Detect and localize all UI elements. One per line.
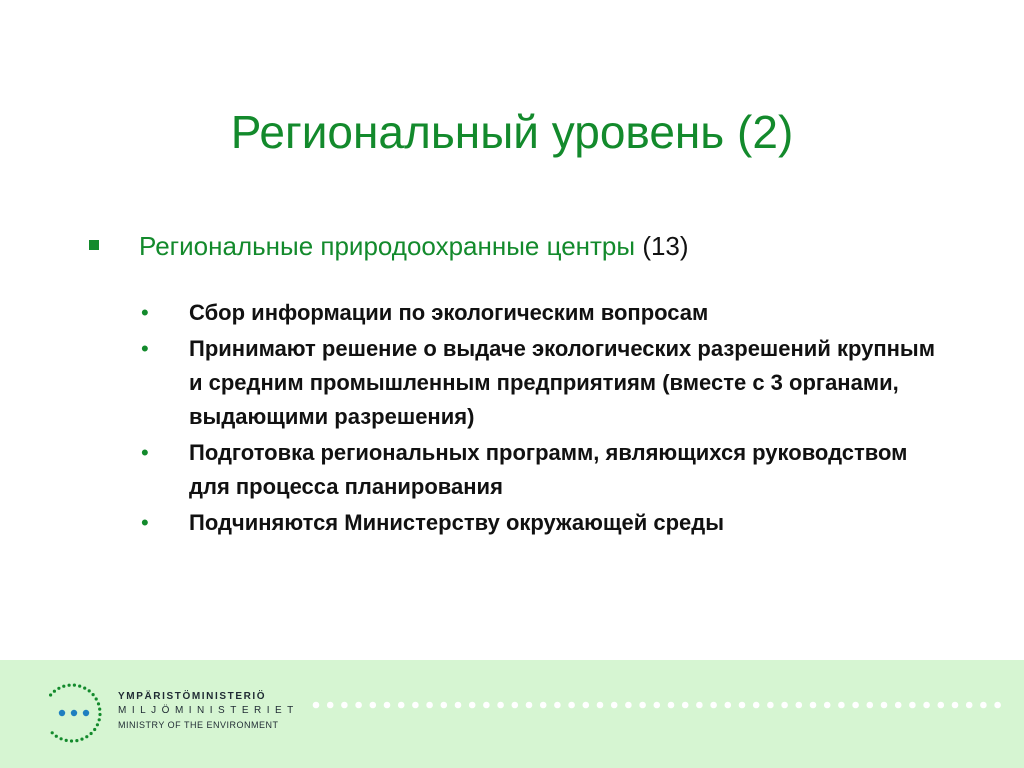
org-names [118,690,299,732]
bullet-text: Сбор информации по экологическим вопросам [189,300,709,325]
bullet-text: Подготовка региональных программ, являющихся руководством для процесса планирования [189,440,908,499]
level1-count: (13) [642,231,689,261]
bullet-dot-icon: • [141,440,149,465]
ministry-logo-icon [32,678,122,748]
bullet-dot-icon: • [141,336,149,361]
bullet-dot-icon: • [141,510,149,535]
decorative-dot-row [310,698,1010,712]
level1-label: Региональные природоохранные центры [139,231,643,261]
footer-band [0,660,1024,768]
bullet-list [141,296,941,542]
slide-title: Региональный уровень (2) [230,106,794,158]
bullet-item [141,296,941,330]
bullet-item [141,332,941,434]
bullet-text: Подчиняются Министерству окружающей среды [189,510,725,535]
bullet-dot-icon: • [141,300,149,325]
org-name-en: MINISTRY OF THE ENVIRONMENT [118,720,279,730]
bullet-text: Принимают решение о выдаче экологических разрешений крупным и средним промышленным предприятиям (вместе с 3 органами, выдающими разрешения) [189,336,935,429]
org-name-fi: YMPÄRISTÖMINISTERIÖ [118,691,267,702]
level1-text [139,224,689,268]
org-name-sv: MILJÖMINISTERIET [118,705,299,716]
bullet-item [141,436,941,504]
square-bullet-icon [89,240,99,250]
bullet-item [141,506,941,540]
